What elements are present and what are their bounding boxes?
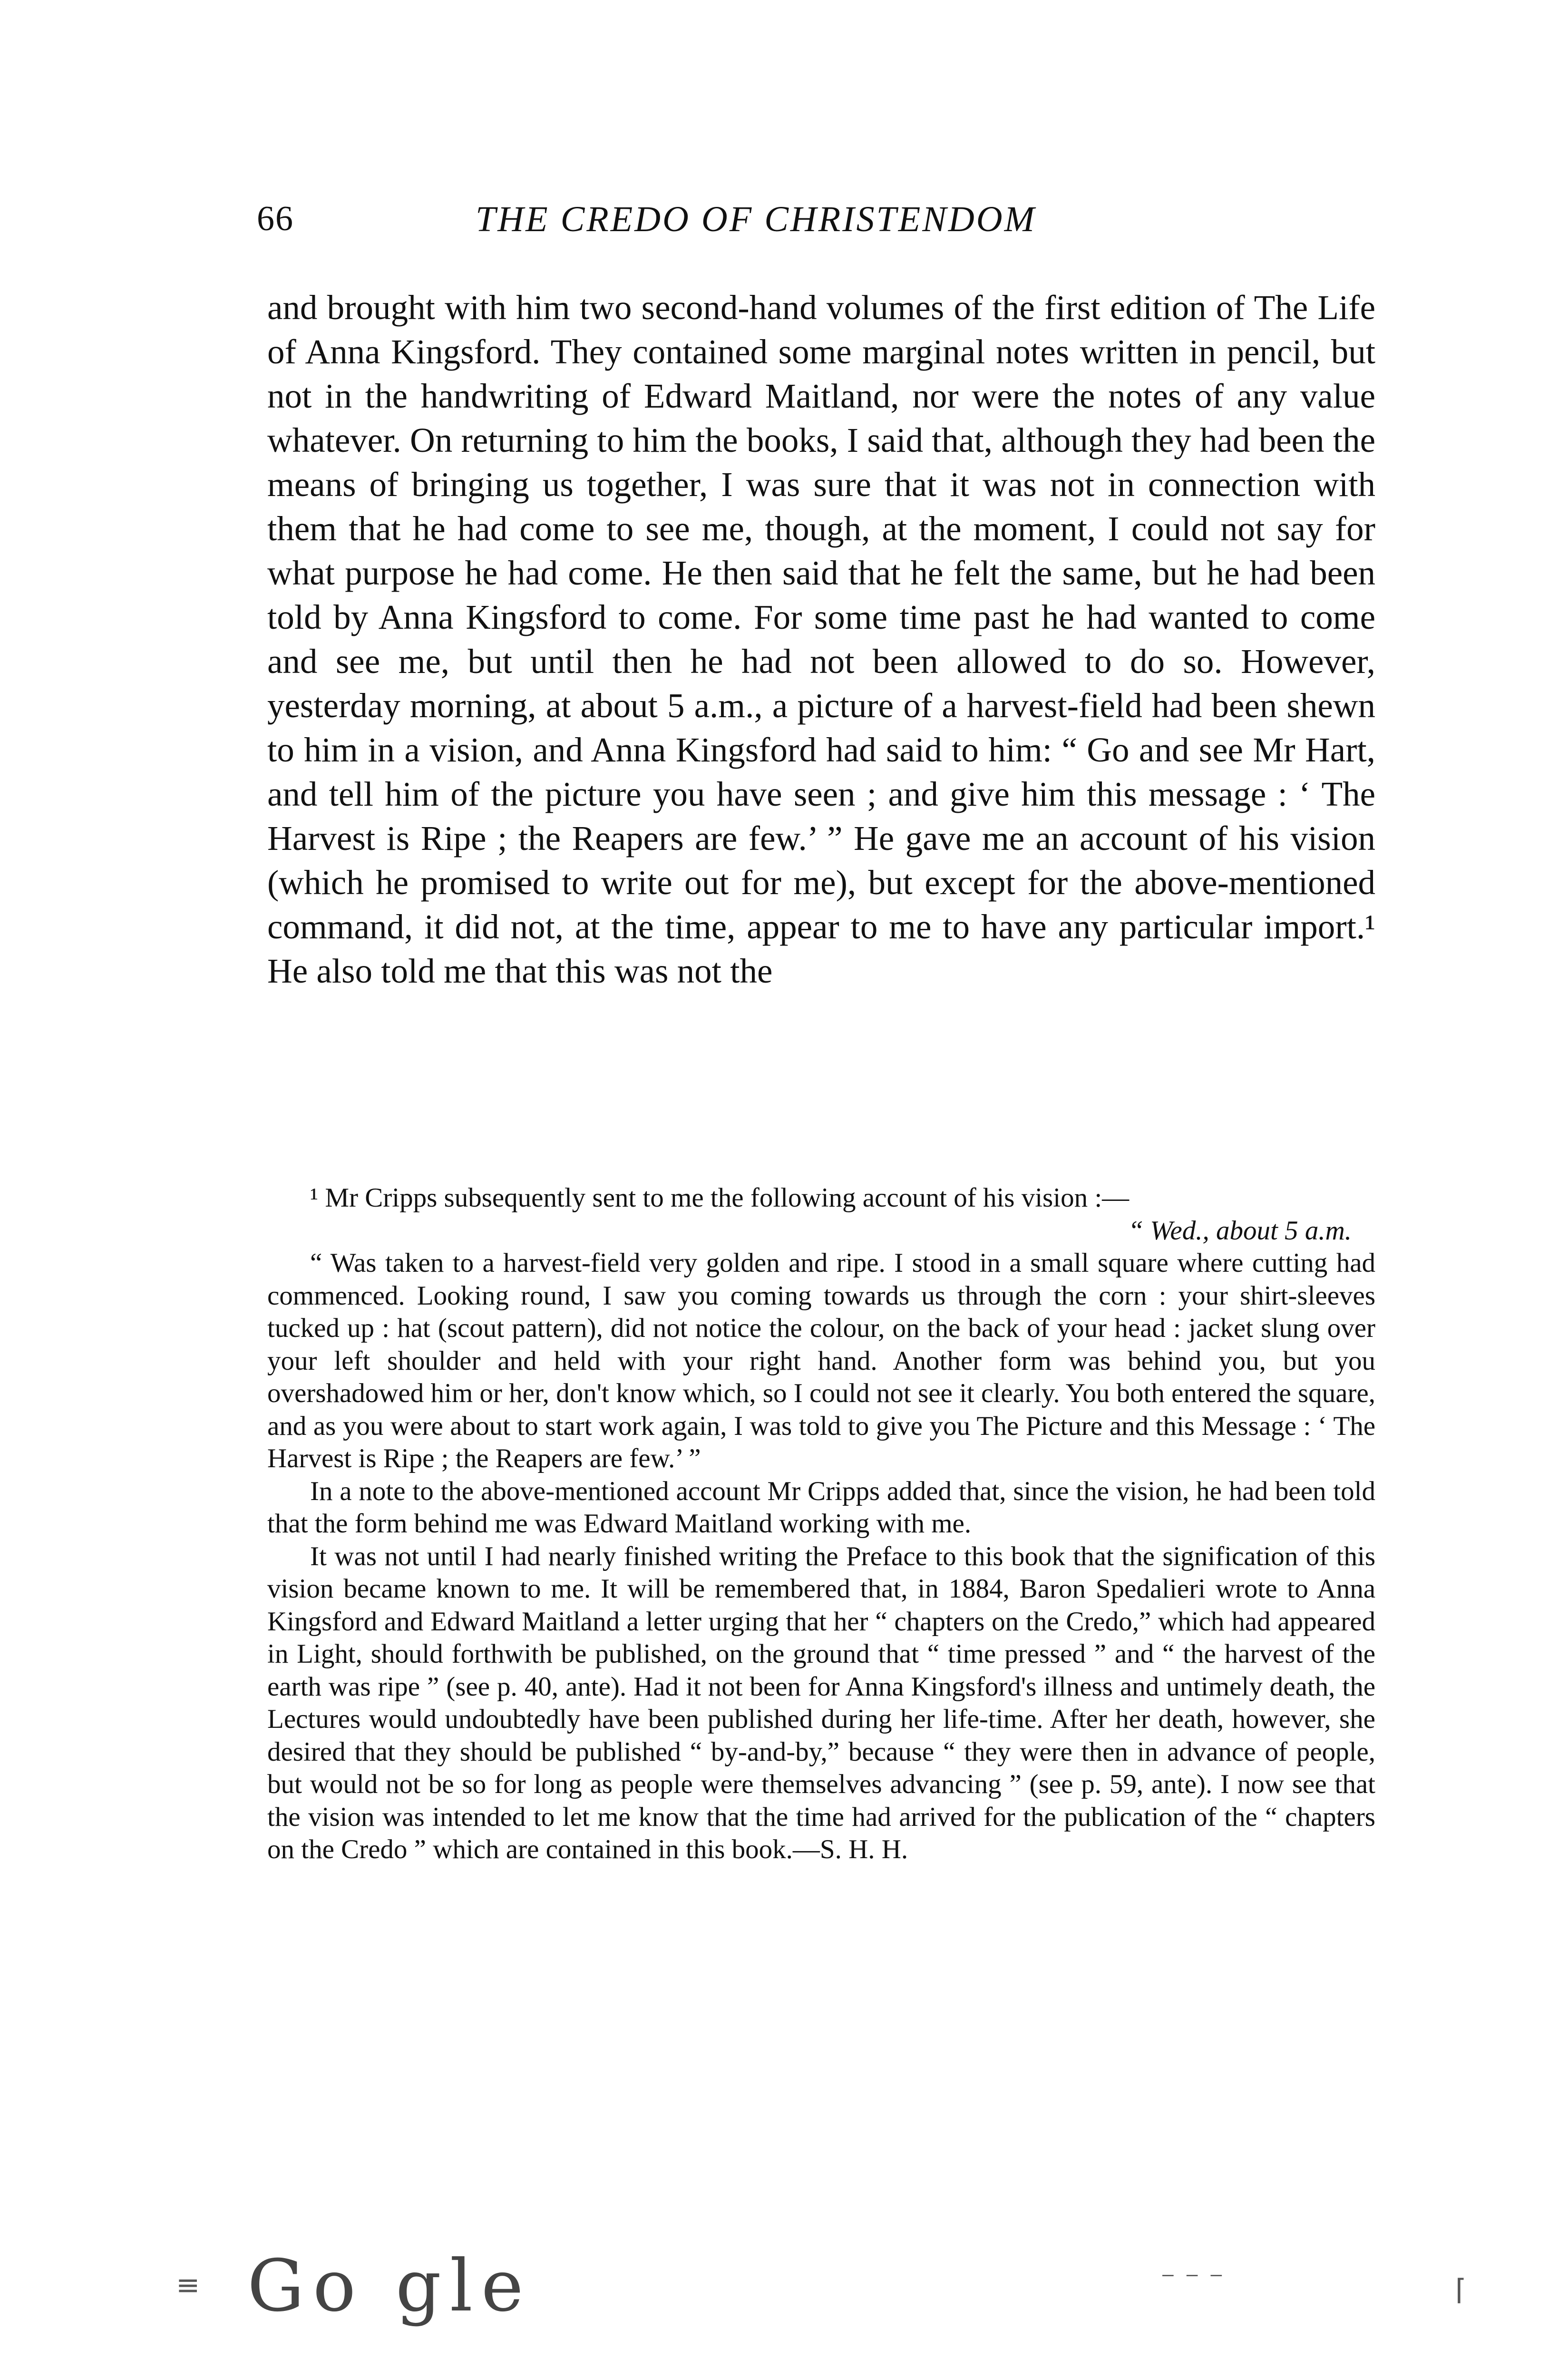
footnote-dateline: “ Wed., about 5 a.m. bbox=[1128, 1215, 1352, 1246]
footnote bbox=[267, 1182, 1375, 1866]
page-number: 66 bbox=[257, 199, 294, 238]
footnote-intro: ¹ Mr Cripps subsequently sent to me the following account of his vision :— bbox=[310, 1183, 1130, 1213]
body-paragraph: and brought with him two second-hand volumes of the first edition of The Life of Anna Kingsford. They contained some marginal notes written in pencil, but not in the handwriting of Edward Maitland, nor were the notes of any value whatever. On returning to him the books, I said that, although they had been the means of bringing us together, I was sure that it was not in connection with them that he had come to see me, though, at the moment, I could not say for what purpose he had come. He then said that he felt the same, but he had been told by Anna Kingsford to come. For some time past he had wanted to come and see me, but until then he had not been allowed to do so. However, yesterday morning, at about 5 a.m., a picture of a harvest-field had been shewn to him in a vision, and Anna Kingsford had said to him: “ Go and see Mr Hart, and tell him of the picture you have seen ; and give him this message : ‘ The Harvest is Ripe ; the Reapers are few.’ ” He gave me an account of his vision (which he promised to write out for me), but except for the above-mentioned command, it did not, at the time, appear to me to have any particular import.¹ He also told me that this was not the bbox=[267, 288, 1375, 990]
footnote-closing: It was not until I had nearly finished writing the Preface to this book that the signification of this vision became known to me. It will be remembered that, in 1884, Baron Spedalieri wrote to Anna Kingsford and Edward Maitland a letter urging that her “ chapters on the Credo,” which had appeared in Light, should forthwith be published, on the ground that “ time pressed ” and “ the harvest of the earth was ripe ” (see p. 40, ante). Had it not been for Anna Kingsford's illness and untimely death, the Lectures would undoubtedly have been published during her life-time. After her death, however, she desired that they should be published “ by-and-by,” because “ they were then in advance of people, but would not be so for long as people were themselves advancing ” (see p. 59, ante). I now see that the vision was intended to let me know that the time had arrived for the publication of the “ chapters on the Credo ” which are contained in this book.—S. H. H. bbox=[267, 1541, 1375, 1864]
footnote-vision-account: “ Was taken to a harvest-field very golden and ripe. I stood in a small square where cutting had commenced. Looking round, I saw you coming towards us through the corn : your shirt-sleeves tucked up : hat (scout pattern), did not notice the colour, on the back of your head : jacket slung over your left shoulder and held with your right hand. Another form was behind you, but you overshadowed him or her, don't know which, so I could not see it clearly. You both entered the square, and as you were about to start work again, I was told to give you The Picture and this Message : ‘ The Harvest is Ripe ; the Reapers are few.’ ” bbox=[267, 1248, 1375, 1473]
scan-artifact-mark: ⌈ bbox=[1455, 2273, 1467, 2307]
running-title: THE CREDO OF CHRISTENDOM bbox=[476, 199, 1036, 239]
scan-footer bbox=[0, 2245, 1568, 2340]
google-watermark: Go gle bbox=[247, 2245, 532, 2328]
footnote-note: In a note to the above-mentioned account Mr Cripps added that, since the vision, he had been told that the form behind me was Edward Maitland working with me. bbox=[267, 1476, 1375, 1539]
scan-artifact-mark: ≡ bbox=[176, 2269, 200, 2302]
page-header bbox=[257, 199, 1370, 251]
main-text bbox=[267, 285, 1375, 993]
scan-artifact-mark: ⁻ ⁻ ⁻ bbox=[1160, 2264, 1224, 2297]
